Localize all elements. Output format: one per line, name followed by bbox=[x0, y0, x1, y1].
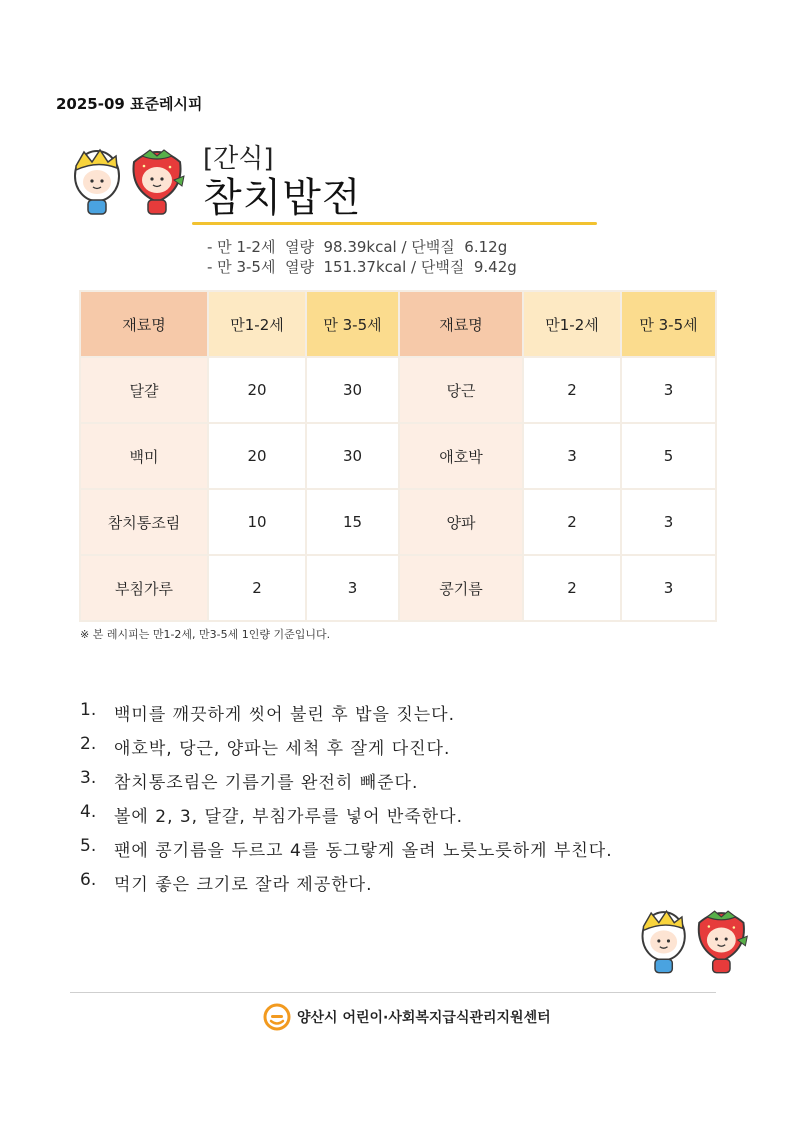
ingredient-name: 달걀 bbox=[80, 357, 208, 423]
step-text: 참치통조림은 기름기를 완전히 빼준다. bbox=[114, 773, 419, 793]
organization-name: 양산시 어린이·사회복지급식관리지원센터 bbox=[297, 1010, 551, 1026]
recipe-title: 참치밥전 bbox=[203, 175, 362, 221]
header-age-3-5: 만 3-5세 bbox=[621, 291, 716, 357]
egg-mascot-icon bbox=[643, 911, 685, 973]
table-header-row bbox=[80, 291, 716, 357]
step-text: 먹기 좋은 크기로 잘라 제공한다. bbox=[114, 875, 373, 895]
list-item bbox=[80, 700, 613, 734]
step-number: 2. bbox=[80, 734, 97, 754]
ingredient-name: 애호박 bbox=[399, 423, 523, 489]
step-text: 백미를 깨끗하게 씻어 불린 후 밥을 짓는다. bbox=[114, 705, 456, 725]
amount-age-1-2: 2 bbox=[523, 555, 621, 621]
amount-age-3-5: 15 bbox=[306, 489, 399, 555]
footer-divider bbox=[70, 992, 716, 993]
ingredient-name: 콩기름 bbox=[399, 555, 523, 621]
step-text: 볼에 2, 3, 달걀, 부침가루를 넣어 반죽한다. bbox=[114, 807, 463, 827]
amount-age-3-5: 3 bbox=[306, 555, 399, 621]
list-item bbox=[80, 768, 613, 802]
header-age-1-2: 만1-2세 bbox=[208, 291, 306, 357]
amount-age-3-5: 3 bbox=[621, 555, 716, 621]
list-item bbox=[80, 734, 613, 768]
amount-age-1-2: 3 bbox=[523, 423, 621, 489]
header-age-3-5: 만 3-5세 bbox=[306, 291, 399, 357]
step-number: 1. bbox=[80, 700, 97, 720]
smile-logo-icon bbox=[263, 1003, 291, 1031]
footer bbox=[263, 1003, 551, 1031]
ingredient-name: 양파 bbox=[399, 489, 523, 555]
list-item bbox=[80, 802, 613, 836]
nutrition-info bbox=[207, 237, 517, 277]
amount-age-1-2: 2 bbox=[523, 357, 621, 423]
header-ingredient-name: 재료명 bbox=[399, 291, 523, 357]
header-ingredient-name: 재료명 bbox=[80, 291, 208, 357]
mascot-icon bbox=[630, 900, 755, 980]
list-item bbox=[80, 836, 613, 870]
amount-age-1-2: 20 bbox=[208, 423, 306, 489]
list-item bbox=[80, 870, 613, 904]
amount-age-3-5: 30 bbox=[306, 357, 399, 423]
amount-age-1-2: 2 bbox=[523, 489, 621, 555]
step-number: 3. bbox=[80, 768, 97, 788]
amount-age-1-2: 2 bbox=[208, 555, 306, 621]
table-row bbox=[80, 555, 716, 621]
recipe-steps bbox=[80, 700, 613, 904]
ingredient-name: 부침가루 bbox=[80, 555, 208, 621]
amount-age-3-5: 30 bbox=[306, 423, 399, 489]
amount-age-1-2: 20 bbox=[208, 357, 306, 423]
ingredient-name: 백미 bbox=[80, 423, 208, 489]
ingredients-table bbox=[79, 290, 717, 622]
nutrition-row-age-3-5: - 만 3-5세 열량 151.37kcal / 단백질 9.42g bbox=[207, 258, 517, 276]
title-underline bbox=[192, 222, 597, 225]
step-text: 애호박, 당근, 양파는 세척 후 잘게 다진다. bbox=[114, 739, 451, 759]
header-age-1-2: 만1-2세 bbox=[523, 291, 621, 357]
amount-age-3-5: 3 bbox=[621, 489, 716, 555]
ingredient-name: 참치통조림 bbox=[80, 489, 208, 555]
step-text: 팬에 콩기름을 두르고 4를 동그랗게 올려 노릇노릇하게 부친다. bbox=[114, 841, 613, 861]
amount-age-1-2: 10 bbox=[208, 489, 306, 555]
amount-age-3-5: 3 bbox=[621, 357, 716, 423]
table-row bbox=[80, 489, 716, 555]
nutrition-row-age-1-2: - 만 1-2세 열량 98.39kcal / 단백질 6.12g bbox=[207, 238, 508, 256]
mascot-icon bbox=[62, 140, 192, 220]
egg-mascot-icon bbox=[75, 150, 119, 214]
table-row bbox=[80, 357, 716, 423]
table-row bbox=[80, 423, 716, 489]
strawberry-mascot-icon bbox=[133, 150, 184, 214]
ingredient-name: 당근 bbox=[399, 357, 523, 423]
step-number: 4. bbox=[80, 802, 97, 822]
recipe-category: [간식] bbox=[203, 144, 274, 174]
document-label: 2025-09 표준레시피 bbox=[56, 95, 203, 113]
step-number: 6. bbox=[80, 870, 97, 890]
step-number: 5. bbox=[80, 836, 97, 856]
serving-note: ※ 본 레시피는 만1-2세, 만3-5세 1인량 기준입니다. bbox=[80, 628, 331, 641]
strawberry-mascot-icon bbox=[699, 911, 748, 973]
amount-age-3-5: 5 bbox=[621, 423, 716, 489]
